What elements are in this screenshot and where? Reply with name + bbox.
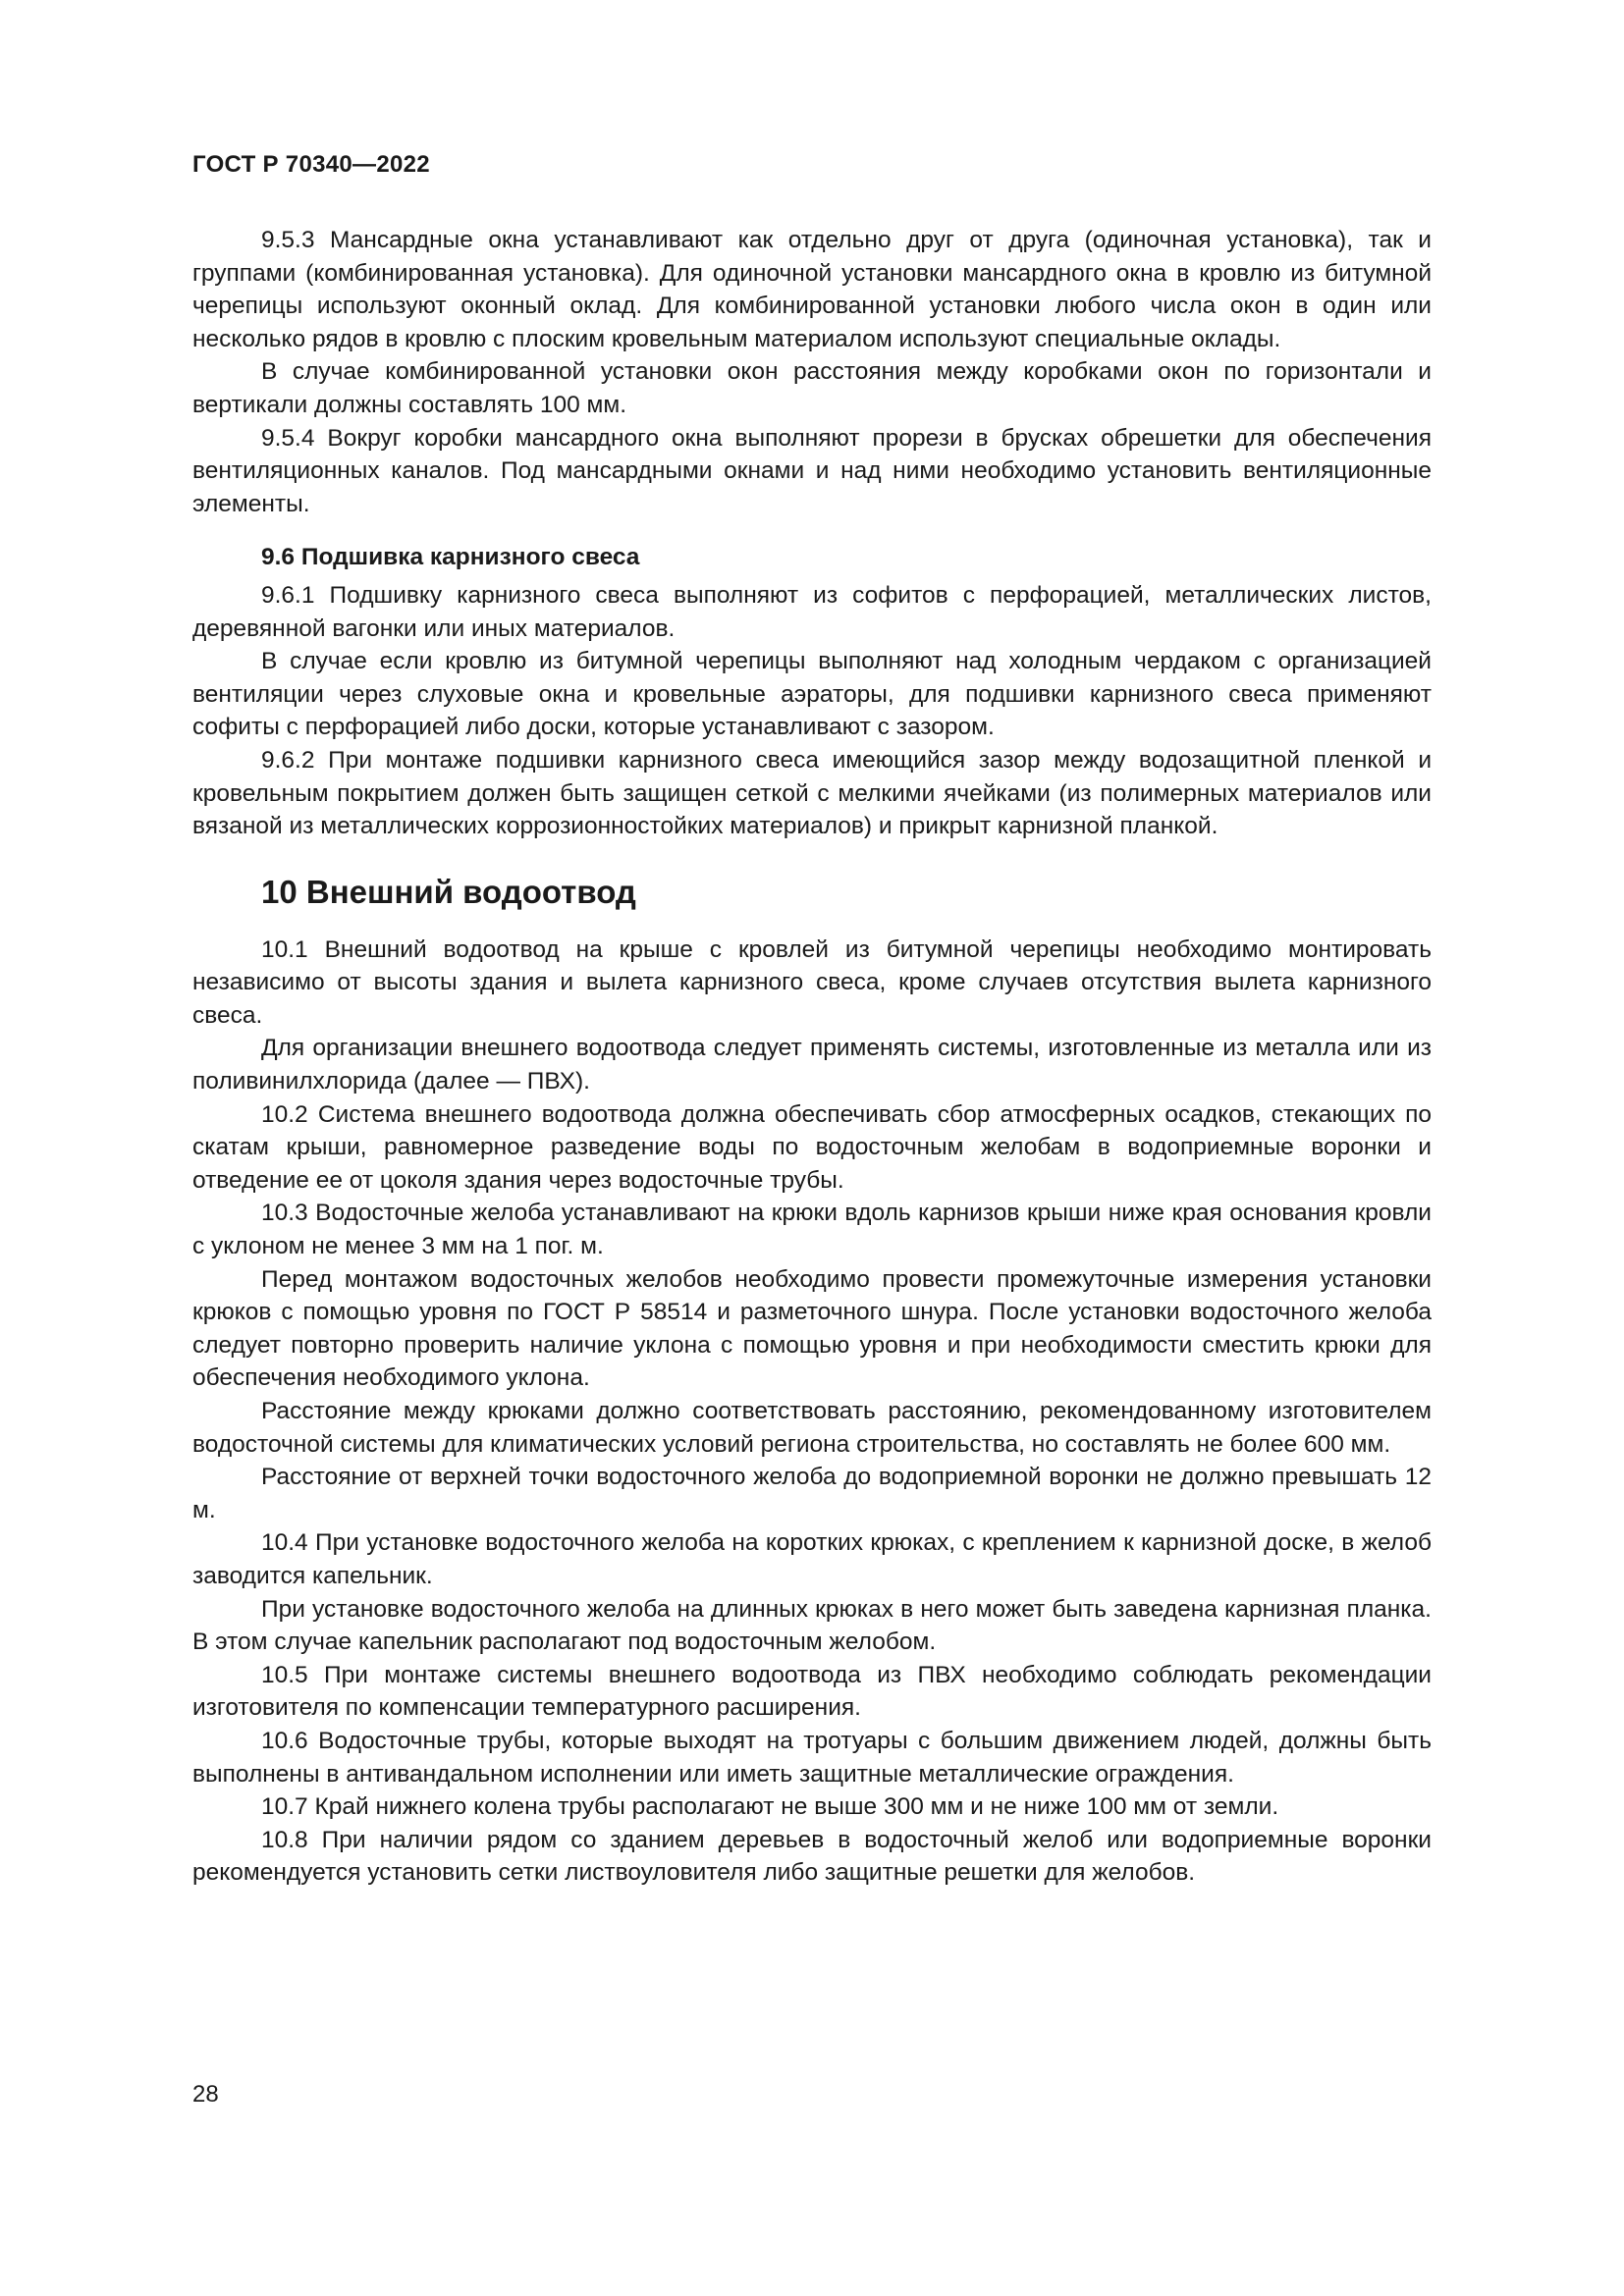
section-title-10: 10 Внешний водоотвод (261, 873, 636, 910)
paragraph-10-2: 10.2 Система внешнего водоотвода должна обеспечивать сбор атмосферных осадков, стекающих по скатам крыши, равномерное разведение воды по водосточным желобам в водоприемные воронки и отведение ее от цоколя здания через водосточные трубы. (192, 1100, 1432, 1194)
paragraph-10-5: 10.5 При монтаже системы внешнего водоотвода из ПВХ необходимо соблюдать рекомендации изготовителя по компенсации температурного расширения. (192, 1661, 1432, 1722)
paragraph-9-5-3: 9.5.3 Мансардные окна устанавливают как отдельно друг от друга (одиночная установка), так и группами (комбинированная установка). Для одиночной установки мансардного окна в кровлю из битумной черепицы используют оконный оклад. Для комбинированной установки любого числа окон в один или несколько рядов в кровлю с плоским кровельным материалом используют специальные оклады. (192, 227, 1432, 352)
paragraph: В случае если кровлю из битумной черепицы выполняют над холодным чердаком с организацией вентиляции через слуховые окна и кровельные аэраторы, для подшивки карнизного свеса применяют софиты с перфорацией либо доски, которые устанавливают с зазором. (192, 648, 1432, 741)
document-body (192, 224, 1432, 1890)
paragraph: Расстояние между крюками должно соответствовать расстоянию, рекомендованному изготовителем водосточной системы для климатических условий региона строительства, но составлять не более 600 мм. (192, 1398, 1432, 1458)
page-number: 28 (192, 2081, 219, 2108)
paragraph-10-7: 10.7 Край нижнего колена трубы располагают не выше 300 мм и не ниже 100 мм от земли. (261, 1793, 1279, 1821)
paragraph-10-4: 10.4 При установке водосточного желоба на коротких крюках, с креплением к карнизной доске, в желоб заводится капельник. (192, 1529, 1432, 1589)
subsection-title-9-6: 9.6 Подшивка карнизного свеса (261, 544, 640, 571)
paragraph-9-6-1: 9.6.1 Подшивку карнизного свеса выполняют из софитов с перфорацией, металлических листов, деревянной вагонки или иных материалов. (192, 581, 1432, 642)
paragraph-10-6: 10.6 Водосточные трубы, которые выходят на тротуары с большим движением людей, должны быть выполнены в антивандальном исполнении или иметь защитные металлические ограждения. (192, 1727, 1432, 1788)
paragraph: Для организации внешнего водоотвода следует применять системы, изготовленные из металла или из поливинилхлорида (далее — ПВХ). (192, 1035, 1432, 1095)
paragraph-9-5-4: 9.5.4 Вокруг коробки мансардного окна выполняют прорези в брусках обрешетки для обеспечения вентиляционных каналов. Под мансардными окнами и над ними необходимо установить вентиляционные элементы. (192, 424, 1432, 517)
document-header: ГОСТ Р 70340—2022 (192, 151, 430, 178)
paragraph: В случае комбинированной установки окон расстояния между коробками окон по горизонтали и вертикали должны составлять 100 мм. (192, 358, 1432, 418)
paragraph: При установке водосточного желоба на длинных крюках в него может быть заведена карнизная планка. В этом случае капельник располагают под водосточным желобом. (192, 1595, 1432, 1656)
paragraph-10-3: 10.3 Водосточные желоба устанавливают на крюки вдоль карнизов крыши ниже края основания кровли с уклоном не менее 3 мм на 1 пог. м. (192, 1200, 1432, 1260)
paragraph: Перед монтажом водосточных желобов необходимо провести промежуточные измерения установки крюков с помощью уровня по ГОСТ Р 58514 и разметочного шнура. После установки водосточного желоба следует повторно проверить наличие уклона с помощью уровня и при необходимости сместить крюки для обеспечения необходимого уклона. (192, 1265, 1432, 1392)
paragraph-10-1: 10.1 Внешний водоотвод на крыше с кровлей из битумной черепицы необходимо монтировать независимо от высоты здания и вылета карнизного свеса, кроме случаев отсутствия вылета карнизного свеса. (192, 935, 1432, 1029)
paragraph-9-6-2: 9.6.2 При монтаже подшивки карнизного свеса имеющийся зазор между водозащитной пленкой и кровельным покрытием должен быть защищен сеткой с мелкими ячейками (из полимерных материалов или вязаной из металлических коррозионностойких материалов) и прикрыт карнизной планкой. (192, 746, 1432, 840)
paragraph-10-8: 10.8 При наличии рядом со зданием деревьев в водосточный желоб или водоприемные воронки рекомендуется установить сетки листвоуловителя либо защитные решетки для желобов. (192, 1826, 1432, 1887)
paragraph: Расстояние от верхней точки водосточного желоба до водоприемной воронки не должно превышать 12 м. (192, 1464, 1432, 1523)
